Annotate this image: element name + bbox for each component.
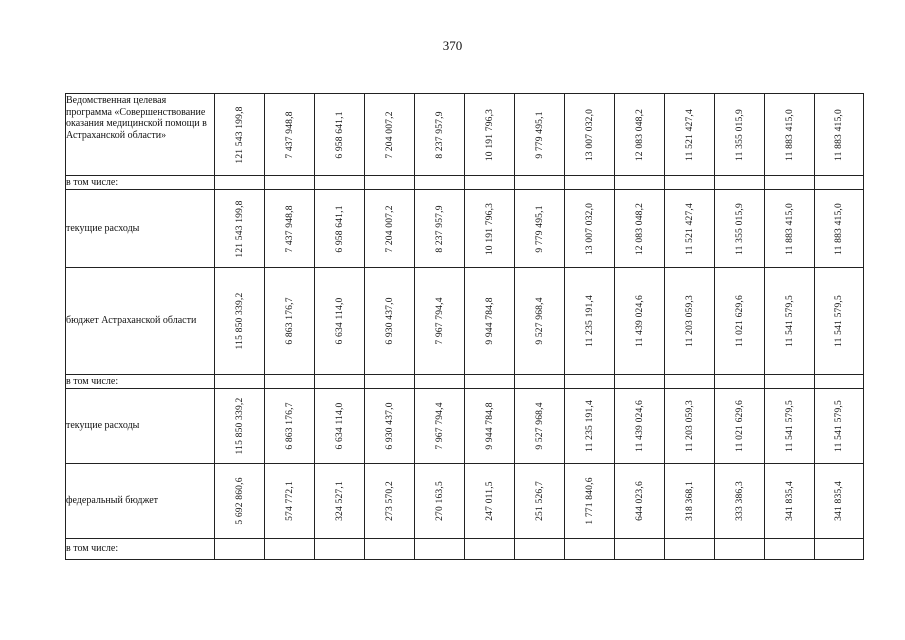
value-cell	[665, 464, 715, 539]
value-cell	[715, 176, 765, 190]
value-cell	[515, 539, 565, 560]
cell-value: 8 237 957,9	[434, 110, 445, 159]
cell-value: 11 521 427,4	[684, 202, 695, 255]
value-cell	[715, 389, 765, 464]
value-cell	[365, 464, 415, 539]
value-cell	[815, 94, 864, 176]
value-cell	[215, 464, 265, 539]
cell-value: 341 835,4	[784, 481, 795, 521]
value-cell	[315, 375, 365, 389]
cell-value: 6 863 176,7	[284, 297, 295, 345]
value-cell	[765, 389, 815, 464]
value-cell	[215, 176, 265, 190]
value-cell	[365, 389, 415, 464]
value-cell	[565, 94, 615, 176]
cell-value: 11 541 579,5	[834, 295, 844, 347]
value-cell	[715, 464, 765, 539]
cell-value: 11 021 629,6	[734, 295, 745, 347]
value-cell	[265, 190, 315, 268]
table-row	[66, 464, 864, 539]
value-cell	[415, 176, 465, 190]
value-cell	[515, 464, 565, 539]
value-cell	[815, 539, 864, 560]
table-row	[66, 190, 864, 268]
value-cell	[215, 539, 265, 560]
table-row	[66, 389, 864, 464]
value-cell	[565, 190, 615, 268]
value-cell	[615, 375, 665, 389]
cell-value: 6 634 114,0	[334, 402, 345, 450]
value-cell	[465, 375, 515, 389]
value-cell	[315, 389, 365, 464]
value-cell	[615, 94, 665, 176]
value-cell	[315, 176, 365, 190]
row-label: текущие расходы	[66, 190, 215, 268]
value-cell	[465, 190, 515, 268]
value-cell	[665, 375, 715, 389]
cell-value: 273 570,2	[384, 481, 395, 521]
cell-value: 11 439 024,6	[634, 400, 645, 452]
value-cell	[565, 268, 615, 375]
value-cell	[415, 389, 465, 464]
cell-value: 9 527 968,4	[534, 297, 545, 345]
row-label: бюджет Астраханской области	[66, 268, 215, 375]
cell-value: 318 368,1	[684, 481, 695, 521]
cell-value: 1 771 840,6	[584, 477, 595, 525]
cell-value: 10 191 796,3	[484, 108, 495, 161]
cell-value: 9 779 495,1	[534, 204, 545, 253]
value-cell	[765, 464, 815, 539]
value-cell	[215, 94, 265, 176]
value-cell	[265, 464, 315, 539]
page-number: 370	[442, 38, 463, 53]
cell-value: 11 541 579,5	[784, 295, 795, 347]
value-cell	[315, 94, 365, 176]
value-cell	[215, 190, 265, 268]
budget-table	[65, 93, 864, 560]
value-cell	[315, 464, 365, 539]
cell-value: 11 521 427,4	[684, 108, 695, 161]
table-row	[66, 176, 864, 190]
value-cell	[265, 389, 315, 464]
value-cell	[665, 190, 715, 268]
value-cell	[815, 389, 864, 464]
value-cell	[515, 190, 565, 268]
cell-value: 6 958 641,1	[334, 204, 345, 253]
cell-value: 9 779 495,1	[534, 110, 545, 159]
cell-value: 6 863 176,7	[284, 402, 295, 450]
cell-value: 13 007 032,0	[584, 202, 595, 255]
cell-value: 10 191 796,3	[484, 202, 495, 255]
value-cell	[715, 375, 765, 389]
cell-value: 11 883 415,0	[834, 202, 844, 255]
cell-value: 6 930 437,0	[384, 402, 395, 450]
cell-value: 270 163,5	[434, 481, 445, 521]
value-cell	[315, 268, 365, 375]
value-cell	[415, 190, 465, 268]
value-cell	[565, 539, 615, 560]
cell-value: 121 543 199,8	[234, 105, 245, 164]
cell-value: 11 355 015,9	[734, 108, 745, 161]
value-cell	[615, 389, 665, 464]
cell-value: 7 437 948,8	[284, 110, 295, 159]
value-cell	[615, 190, 665, 268]
value-cell	[715, 539, 765, 560]
cell-value: 574 772,1	[284, 481, 295, 521]
cell-value: 115 850 339,2	[234, 397, 245, 455]
value-cell	[215, 375, 265, 389]
value-cell	[565, 176, 615, 190]
row-label: Ведомственная целевая программа «Совершенствование оказания медицинской помощи в Астраханской области»	[66, 94, 215, 176]
cell-value: 247 011,5	[484, 481, 495, 521]
value-cell	[265, 176, 315, 190]
cell-value: 11 439 024,6	[634, 295, 645, 347]
row-label: текущие расходы	[66, 389, 215, 464]
cell-value: 11 355 015,9	[734, 202, 745, 255]
value-cell	[265, 94, 315, 176]
cell-value: 11 883 415,0	[834, 108, 844, 161]
value-cell	[365, 375, 415, 389]
value-cell	[815, 190, 864, 268]
cell-value: 115 850 339,2	[234, 292, 245, 350]
cell-value: 6 634 114,0	[334, 297, 345, 345]
value-cell	[615, 268, 665, 375]
value-cell	[665, 389, 715, 464]
value-cell	[765, 190, 815, 268]
value-cell	[465, 464, 515, 539]
value-cell	[265, 375, 315, 389]
value-cell	[615, 176, 665, 190]
value-cell	[265, 539, 315, 560]
value-cell	[565, 375, 615, 389]
value-cell	[765, 268, 815, 375]
cell-value: 9 944 784,8	[484, 402, 495, 450]
value-cell	[515, 268, 565, 375]
value-cell	[465, 389, 515, 464]
cell-value: 11 883 415,0	[784, 108, 795, 161]
value-cell	[765, 94, 815, 176]
value-cell	[665, 94, 715, 176]
value-cell	[765, 539, 815, 560]
value-cell	[715, 190, 765, 268]
budget-table-body	[66, 94, 864, 560]
value-cell	[365, 268, 415, 375]
value-cell	[465, 268, 515, 375]
cell-value: 121 543 199,8	[234, 199, 245, 258]
value-cell	[315, 190, 365, 268]
cell-value: 11 541 579,5	[784, 400, 795, 452]
cell-value: 11 235 191,4	[584, 295, 595, 347]
cell-value: 9 944 784,8	[484, 297, 495, 345]
value-cell	[415, 464, 465, 539]
table-row	[66, 539, 864, 560]
cell-value: 13 007 032,0	[584, 108, 595, 161]
cell-value: 251 526,7	[534, 481, 545, 521]
value-cell	[765, 176, 815, 190]
value-cell	[815, 176, 864, 190]
cell-value: 341 835,4	[834, 481, 844, 521]
cell-value: 644 023,6	[634, 481, 645, 521]
value-cell	[215, 268, 265, 375]
value-cell	[365, 94, 415, 176]
value-cell	[465, 539, 515, 560]
row-label: в том числе:	[66, 375, 215, 389]
value-cell	[315, 539, 365, 560]
value-cell	[665, 176, 715, 190]
row-label: в том числе:	[66, 176, 215, 190]
cell-value: 7 967 794,4	[434, 297, 445, 345]
value-cell	[415, 94, 465, 176]
value-cell	[565, 464, 615, 539]
value-cell	[815, 464, 864, 539]
cell-value: 12 083 048,2	[634, 202, 645, 255]
value-cell	[415, 268, 465, 375]
cell-value: 333 386,3	[734, 481, 745, 521]
value-cell	[765, 375, 815, 389]
row-label: в том числе:	[66, 539, 215, 560]
cell-value: 11 203 059,3	[684, 295, 695, 347]
value-cell	[665, 268, 715, 375]
value-cell	[565, 389, 615, 464]
value-cell	[265, 268, 315, 375]
cell-value: 11 235 191,4	[584, 400, 595, 452]
value-cell	[665, 539, 715, 560]
value-cell	[815, 268, 864, 375]
value-cell	[515, 375, 565, 389]
cell-value: 11 883 415,0	[784, 202, 795, 255]
value-cell	[365, 190, 415, 268]
cell-value: 11 203 059,3	[684, 400, 695, 452]
cell-value: 324 527,1	[334, 481, 345, 521]
value-cell	[515, 94, 565, 176]
value-cell	[465, 94, 515, 176]
value-cell	[715, 94, 765, 176]
cell-value: 11 541 579,5	[834, 400, 844, 452]
table-row	[66, 375, 864, 389]
cell-value: 11 021 629,6	[734, 400, 745, 452]
cell-value: 6 958 641,1	[334, 110, 345, 159]
table-row	[66, 94, 864, 176]
value-cell	[465, 176, 515, 190]
cell-value: 7 437 948,8	[284, 204, 295, 253]
value-cell	[415, 539, 465, 560]
value-cell	[215, 389, 265, 464]
value-cell	[515, 176, 565, 190]
cell-value: 7 204 007,2	[384, 110, 395, 159]
value-cell	[815, 375, 864, 389]
table-row	[66, 268, 864, 375]
value-cell	[415, 375, 465, 389]
cell-value: 5 692 860,6	[234, 477, 245, 525]
value-cell	[365, 176, 415, 190]
cell-value: 6 930 437,0	[384, 297, 395, 345]
cell-value: 9 527 968,4	[534, 402, 545, 450]
cell-value: 8 237 957,9	[434, 204, 445, 253]
value-cell	[715, 268, 765, 375]
cell-value: 7 967 794,4	[434, 402, 445, 450]
value-cell	[365, 539, 415, 560]
value-cell	[615, 539, 665, 560]
value-cell	[615, 464, 665, 539]
cell-value: 7 204 007,2	[384, 204, 395, 253]
cell-value: 12 083 048,2	[634, 108, 645, 161]
row-label: федеральный бюджет	[66, 464, 215, 539]
value-cell	[515, 389, 565, 464]
